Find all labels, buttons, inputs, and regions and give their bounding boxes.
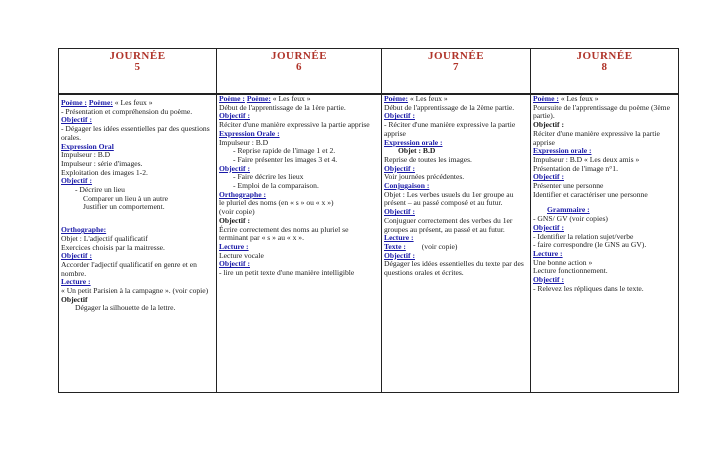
objective-label: Objectif :: [384, 111, 415, 121]
poem-label: Poème:: [384, 95, 409, 103]
header-number: 8: [601, 61, 608, 73]
text-line: Faire décrire les lieux: [237, 172, 304, 182]
text-line: Comparer un lieu à un autre: [83, 193, 168, 203]
objective-label: Objectif :: [384, 250, 415, 260]
text-line: Réciter d'une manière expressive la partie apprise: [533, 128, 660, 147]
text-line: Impulseur : série d'images.: [61, 158, 143, 168]
text-line: Lecture vocale: [219, 250, 264, 260]
day-5-cell: [59, 94, 217, 393]
objective-label: Objectif :: [61, 115, 92, 125]
text-line: Conjuguer correctement des verbes du 1er groupes au présent, au passé et au futur.: [384, 215, 513, 234]
text-line: Accorder l'adjectif qualificatif en genre et en nombre.: [61, 259, 197, 278]
header-label: JOURNÉE: [576, 50, 633, 62]
text-line: (voir copie): [219, 207, 255, 217]
header-row: [59, 49, 679, 95]
text-line: - Dégager les idées essentielles par des questions orales.: [61, 124, 210, 142]
day-6-cell: Poème : Poème: « Les feux » Début de l'apprentissage de la 1ère partie. Objectif : Réciter d'une manière expressive la partie apprise Expression Orale : Impulseur : B.D - Reprise rapide de l'image 1 et 2. - Faire présenter les images 3 et 4. Objectif : - Faire décrire les lieux - Emploi de la comparaison. Orthographe : le pluriel des noms (en « s » ou « x ») (voir copie) Objectif : Écrire correctement des noms au pluriel se terminant par « s » au « x ». Lecture : Lecture vocale Objectif : - lire un petit texte d'une manière intelligible: [217, 94, 382, 393]
text-line: Reprise de toutes les images.: [384, 154, 472, 164]
text-line: Exploitation des images 1-2.: [61, 167, 148, 177]
lesson-plan-table: [58, 48, 679, 393]
text-line: Impulseur : B.D « Les deux amis »: [533, 154, 640, 164]
text-line: Présenter une personne: [533, 181, 604, 191]
lesson-plan-sheet: [58, 48, 678, 396]
objective-label: Objectif :: [219, 163, 250, 173]
conjugation-label: Conjugaison :: [384, 181, 430, 191]
text-line: Reprise rapide de l'image 1 et 2.: [237, 146, 336, 156]
objective-label: Objectif :: [219, 111, 250, 121]
oral-expression-label: Expression Oral: [61, 141, 114, 151]
header-day-7: [382, 49, 531, 95]
header-day-5: [59, 49, 217, 95]
text-line: - Relevez les répliques dans le texte.: [533, 283, 644, 293]
text-line: Impulseur : B.D: [61, 150, 111, 160]
poem-label: Poème :: [219, 95, 245, 103]
text-line: Faire présenter les images 3 et 4.: [237, 154, 338, 164]
objective-label: Objectif :: [533, 222, 564, 232]
poem-label: Poème:: [88, 98, 113, 107]
poem-title: « Les feux »: [409, 95, 448, 103]
header-number: 7: [453, 61, 459, 73]
text-line: « Un petit Parisien à la campagne ». (voir copie): [61, 286, 209, 296]
poem-title: « Les feux »: [560, 95, 599, 103]
text-line: Réciter d'une manière expressive la partie apprise: [219, 120, 370, 130]
text-line: Impulseur : B.D: [219, 137, 269, 147]
text-line: Une bonne action »: [533, 257, 593, 267]
spelling-label: Orthographe:: [61, 225, 107, 235]
text-line: - lire un petit texte d'une manière intelligible: [219, 268, 355, 278]
text-line: Objet : L'adjectif qualificatif: [61, 233, 148, 243]
reading-label: Lecture :: [384, 233, 414, 243]
text-line: (voir copie): [421, 241, 458, 251]
text-line: Lecture fonctionnement.: [533, 266, 608, 276]
header-number: 5: [134, 61, 141, 73]
text-line: Écrire correctement des noms au pluriel se terminant par « s » au « x ».: [219, 224, 349, 243]
objective-label: Objectif :: [219, 259, 250, 269]
text-line: Exercices choisis par la maitresse.: [61, 242, 165, 252]
objective-label: Objectif :: [219, 215, 250, 225]
text-line: Début de l'apprentissage de la 1ère partie.: [219, 102, 346, 112]
objective-label: Objectif: [61, 294, 88, 304]
poem-label: Poème :: [61, 98, 87, 107]
header-number: 6: [296, 61, 302, 73]
text-line: Objet : B.D: [398, 146, 436, 156]
objective-label: Objectif :: [384, 207, 415, 217]
text-line: Voir journées précédentes.: [384, 172, 465, 182]
poem-title: « Les feux »: [272, 95, 311, 103]
reading-label: Lecture :: [61, 277, 91, 287]
text-line: - Présentation et compréhension du poème.: [61, 106, 193, 116]
objective-label: Objectif :: [533, 172, 564, 182]
text-line: Objet : Les verbes usuels du 1er groupe au présent – au passé composé et au futur.: [384, 189, 514, 208]
poem-label: Poème :: [533, 95, 559, 103]
text-line: Dégager les idées essentielles du texte par des questions orales et écrites.: [384, 259, 524, 278]
text-line: - GNS/ GV (voir copies): [533, 214, 608, 224]
content-row: [59, 94, 679, 393]
spelling-label: Orthographe :: [219, 189, 267, 199]
text-line: - faire correspondre (le GNS au GV).: [533, 240, 647, 250]
text-line: Identifier et caractériser une personne: [533, 189, 648, 199]
poem-title: « Les feux »: [114, 98, 153, 107]
header-label: JOURNÉE: [270, 50, 328, 62]
text-line: - Décrire un lieu: [75, 185, 125, 195]
oral-expression-label: Expression orale :: [384, 137, 443, 147]
day-8-cell: [531, 94, 679, 393]
objective-label: Objectif :: [533, 275, 564, 285]
header-label: JOURNÉE: [109, 50, 166, 62]
header-day-6: [217, 49, 382, 95]
header-day-8: [531, 49, 679, 95]
text-line: Présentation de l'image n°1.: [533, 163, 618, 173]
text-line: Début de l'apprentissage de la 2ème partie.: [384, 102, 515, 112]
grammar-label: Grammaire :: [547, 205, 590, 215]
objective-label: Objectif :: [61, 251, 92, 261]
text-line: Emploi de la comparaison.: [237, 181, 319, 191]
text-line: le pluriel des noms (en « s » ou « x »): [219, 198, 334, 208]
reading-label: Lecture :: [219, 241, 249, 251]
objective-label: Objectif :: [533, 120, 564, 130]
text-line: - Identifier la relation sujet/verbe: [533, 231, 634, 241]
text-line: - Réciter d'une manière expressive la partie apprise: [384, 120, 516, 138]
objective-label: Objectif :: [61, 176, 92, 186]
text-line: Justifier un comportement.: [83, 202, 165, 212]
objective-label: Objectif :: [384, 163, 415, 173]
oral-expression-label: Expression orale :: [533, 146, 592, 156]
oral-expression-label: Expression Orale :: [219, 128, 280, 138]
day-7-cell: [382, 94, 531, 393]
text-line: Poursuite de l'apprentissage du poème (3ème partie).: [533, 102, 670, 121]
reading-label: Lecture :: [533, 248, 563, 258]
text-line: Dégager la silhouette de la lettre.: [75, 303, 176, 313]
header-label: JOURNÉE: [427, 50, 485, 62]
poem-label: Poème:: [246, 95, 271, 103]
text-label: Texte :: [384, 241, 406, 251]
